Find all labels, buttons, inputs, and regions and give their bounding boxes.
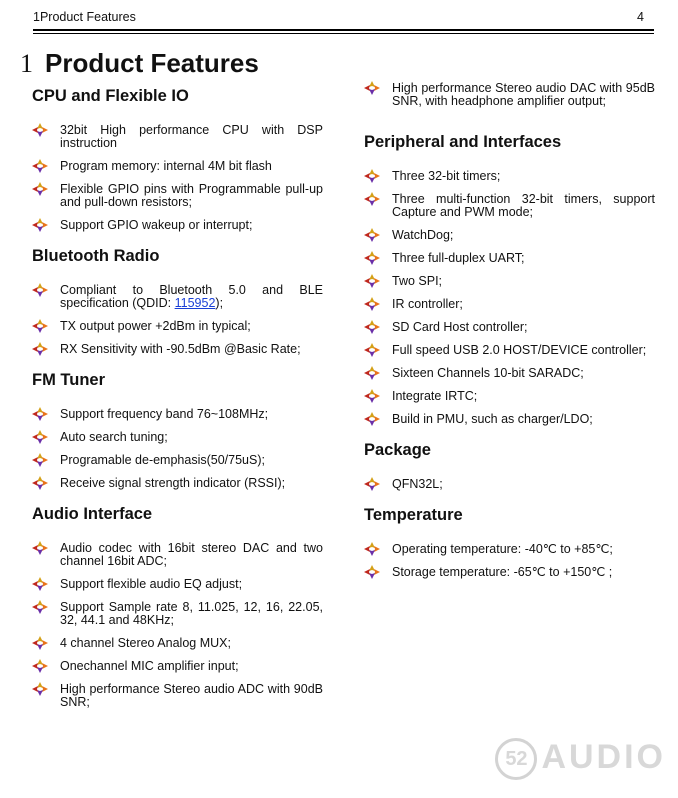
feature-item [32, 601, 323, 627]
arrow-bullet-icon [32, 476, 48, 490]
chapter-number: 1 [20, 49, 33, 78]
feature-item [364, 413, 655, 426]
feature-item [364, 566, 655, 579]
feature-item [364, 321, 655, 334]
right-column [364, 82, 655, 593]
feature-section [32, 504, 323, 709]
feature-list [32, 284, 323, 356]
arrow-bullet-icon [32, 283, 48, 297]
feature-item [32, 477, 323, 490]
feature-text: WatchDog; [392, 228, 454, 242]
feature-item [32, 183, 323, 209]
arrow-bullet-icon [364, 192, 380, 206]
feature-item [364, 229, 655, 242]
section-heading: Audio Interface [32, 505, 153, 523]
feature-text: Compliant to Bluetooth 5.0 and BLE specification (QDID: [60, 283, 323, 310]
feature-text: Receive signal strength indicator (RSSI); [60, 476, 286, 490]
header-section-title: 1Product Features [33, 10, 136, 24]
feature-item [364, 478, 655, 491]
feature-text: Three 32-bit timers; [392, 169, 501, 183]
arrow-bullet-icon [364, 320, 380, 334]
watermark-badge: 52 [495, 738, 537, 780]
feature-section [32, 370, 323, 490]
arrow-bullet-icon [364, 542, 380, 556]
arrow-bullet-icon [32, 319, 48, 333]
feature-item [32, 124, 323, 150]
feature-text: Three multi-function 32-bit timers, support Capture and PWM mode; [392, 192, 655, 219]
arrow-bullet-icon [364, 412, 380, 426]
feature-text: SD Card Host controller; [392, 320, 528, 334]
arrow-bullet-icon [364, 389, 380, 403]
arrow-bullet-icon [32, 577, 48, 591]
feature-item [364, 82, 655, 108]
arrow-bullet-icon [364, 565, 380, 579]
feature-text-suffix: ); [215, 296, 224, 310]
feature-text: Support frequency band 76~108MHz; [60, 407, 269, 421]
feature-list [32, 124, 323, 232]
feature-text: Support GPIO wakeup or interrupt; [60, 218, 253, 232]
feature-list [32, 542, 323, 709]
chapter-title-text: Product Features [45, 48, 259, 78]
feature-text: Support flexible audio EQ adjust; [60, 577, 243, 591]
feature-text: Sixteen Channels 10-bit SARADC; [392, 366, 584, 380]
feature-text: Flexible GPIO pins with Programmable pull-up and pull-down resistors; [60, 182, 323, 209]
arrow-bullet-icon [364, 228, 380, 242]
feature-item [364, 275, 655, 288]
header-rule [33, 29, 654, 31]
arrow-bullet-icon [364, 274, 380, 288]
arrow-bullet-icon [32, 342, 48, 356]
feature-text: RX Sensitivity with -90.5dBm @Basic Rate; [60, 342, 301, 356]
arrow-bullet-icon [32, 636, 48, 650]
feature-list [364, 170, 655, 426]
feature-text: 32bit High performance CPU with DSP instruction [60, 123, 323, 150]
section-heading: Package [364, 441, 431, 459]
section-heading: FM Tuner [32, 371, 106, 389]
arrow-bullet-icon [32, 123, 48, 137]
arrow-bullet-icon [364, 343, 380, 357]
feature-text: TX output power +2dBm in typical; [60, 319, 251, 333]
arrow-bullet-icon [32, 682, 48, 696]
feature-text: Integrate IRTC; [392, 389, 478, 403]
feature-item [32, 408, 323, 421]
feature-section [32, 86, 323, 232]
arrow-bullet-icon [364, 251, 380, 265]
arrow-bullet-icon [32, 430, 48, 444]
feature-item [364, 344, 655, 357]
feature-section [32, 246, 323, 356]
feature-item [32, 454, 323, 467]
feature-list-continued [364, 82, 655, 108]
feature-item [364, 367, 655, 380]
feature-text: Build in PMU, such as charger/LDO; [392, 412, 593, 426]
feature-item [32, 637, 323, 650]
feature-item [32, 542, 323, 568]
watermark-text: AUDIO [541, 737, 666, 776]
feature-text: Operating temperature: -40℃ to +85℃; [392, 542, 613, 556]
feature-text: Program memory: internal 4M bit flash [60, 159, 272, 173]
feature-item [364, 543, 655, 556]
chapter-title [20, 48, 259, 79]
feature-text: High performance Stereo audio DAC with 95dB SNR, with headphone amplifier output; [392, 81, 655, 108]
feature-section [364, 132, 655, 426]
watermark-logo [495, 738, 666, 780]
header-rule-thin [33, 33, 654, 34]
left-column [32, 86, 323, 723]
section-heading: CPU and Flexible IO [32, 87, 189, 105]
section-heading: Temperature [364, 506, 463, 524]
feature-item [32, 343, 323, 356]
arrow-bullet-icon [32, 453, 48, 467]
feature-item [32, 219, 323, 232]
feature-text: QFN32L; [392, 477, 443, 491]
feature-list [364, 478, 655, 491]
feature-item [32, 320, 323, 333]
arrow-bullet-icon [32, 218, 48, 232]
feature-item [32, 284, 323, 310]
feature-text: Two SPI; [392, 274, 443, 288]
qdid-link[interactable]: 115952 [174, 296, 216, 310]
feature-text: Programable de-emphasis(50/75uS); [60, 453, 265, 467]
section-heading: Bluetooth Radio [32, 247, 160, 265]
feature-text: IR controller; [392, 297, 463, 311]
feature-item [32, 660, 323, 673]
feature-item [32, 578, 323, 591]
arrow-bullet-icon [364, 477, 380, 491]
header-page-number: 4 [637, 10, 644, 24]
arrow-bullet-icon [32, 182, 48, 196]
feature-text: High performance Stereo audio ADC with 90dB SNR; [60, 682, 323, 709]
feature-text: Onechannel MIC amplifier input; [60, 659, 239, 673]
feature-item [32, 431, 323, 444]
arrow-bullet-icon [364, 297, 380, 311]
feature-text: Three full-duplex UART; [392, 251, 525, 265]
feature-item [364, 193, 655, 219]
arrow-bullet-icon [364, 366, 380, 380]
feature-text: Auto search tuning; [60, 430, 168, 444]
arrow-bullet-icon [364, 81, 380, 95]
feature-text: 4 channel Stereo Analog MUX; [60, 636, 231, 650]
feature-section [364, 440, 655, 491]
feature-section [364, 505, 655, 579]
arrow-bullet-icon [32, 541, 48, 555]
feature-text: Support Sample rate 8, 11.025, 12, 16, 22.05, 32, 44.1 and 48KHz; [60, 600, 323, 627]
feature-text: Storage temperature: -65℃ to +150℃ ; [392, 565, 613, 579]
feature-text: Audio codec with 16bit stereo DAC and two channel 16bit ADC; [60, 541, 323, 568]
feature-item [32, 160, 323, 173]
arrow-bullet-icon [32, 407, 48, 421]
feature-item [364, 298, 655, 311]
section-heading: Peripheral and Interfaces [364, 133, 562, 151]
feature-list [364, 543, 655, 579]
arrow-bullet-icon [32, 659, 48, 673]
arrow-bullet-icon [32, 159, 48, 173]
feature-item [364, 252, 655, 265]
feature-text: Full speed USB 2.0 HOST/DEVICE controller; [392, 343, 647, 357]
page-header [33, 10, 654, 30]
feature-item [364, 390, 655, 403]
arrow-bullet-icon [32, 600, 48, 614]
feature-list [32, 408, 323, 490]
feature-item [32, 683, 323, 709]
feature-item [364, 170, 655, 183]
arrow-bullet-icon [364, 169, 380, 183]
